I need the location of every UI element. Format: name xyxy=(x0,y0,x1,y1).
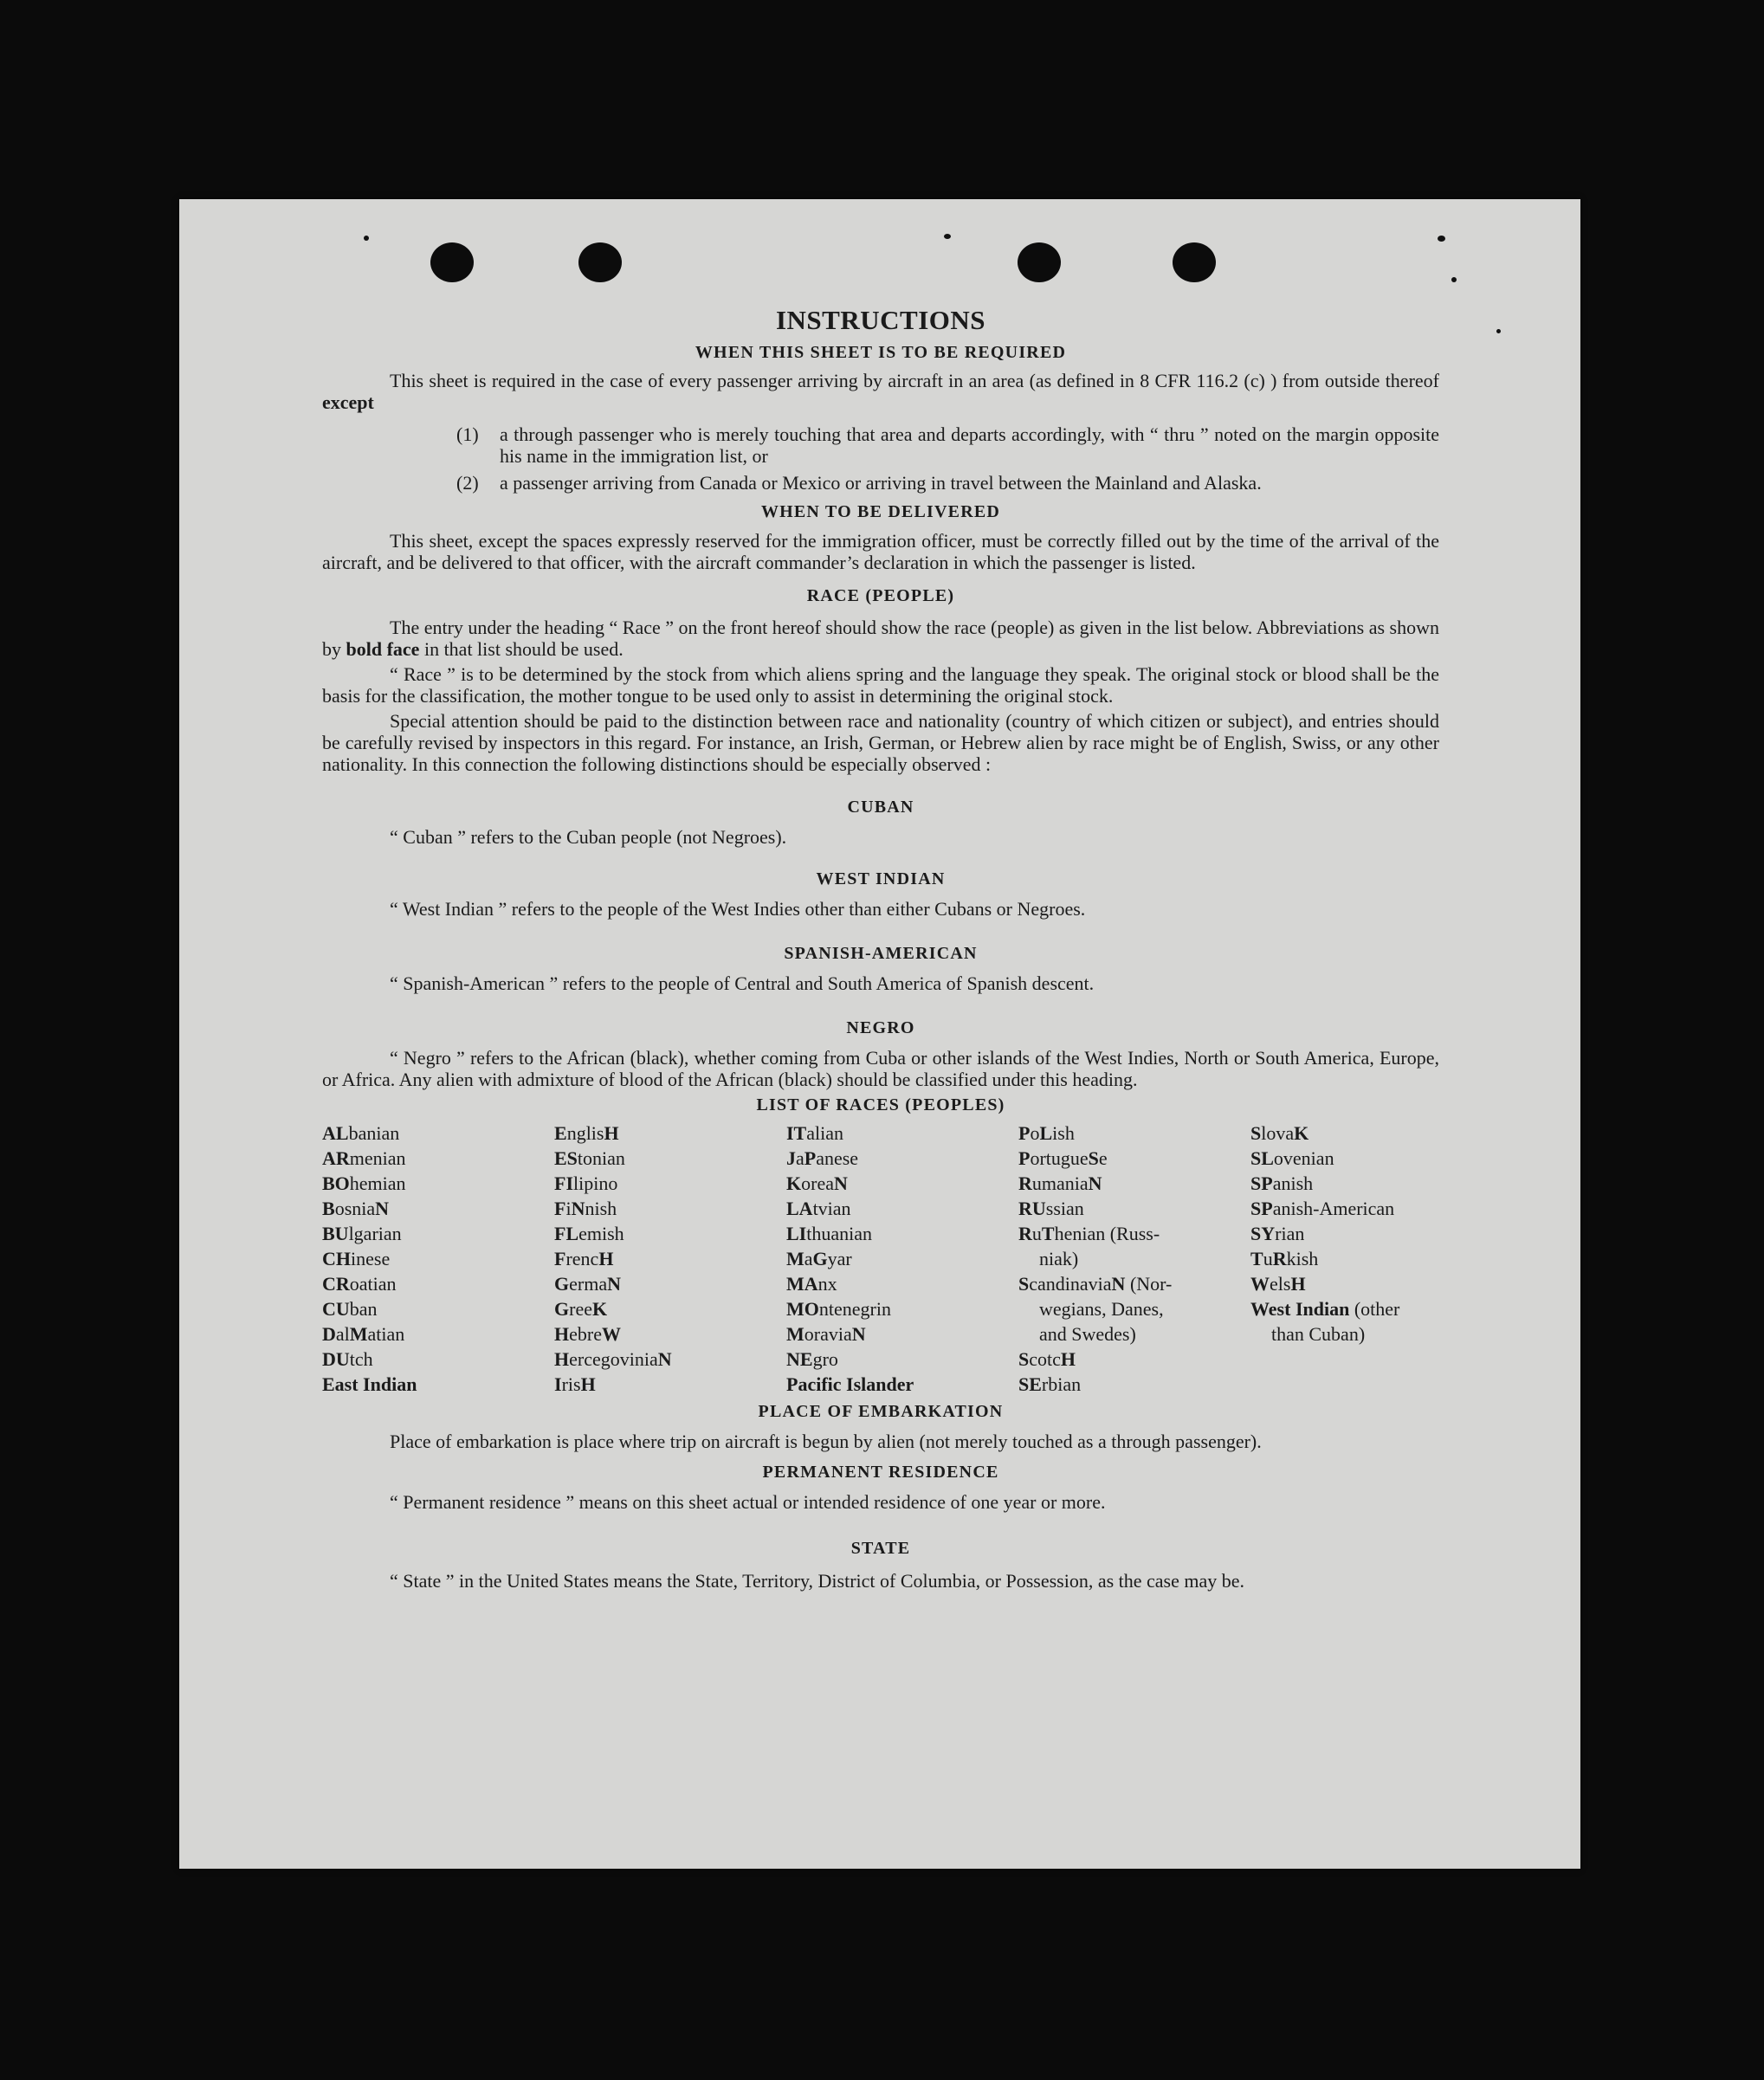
heading-spanish-american: SPANISH-AMERICAN xyxy=(784,944,978,963)
race-entry: KoreaN xyxy=(786,1172,848,1194)
race-entry: RuThenian (Russ- xyxy=(1018,1223,1160,1244)
heading-when-required: WHEN THIS SHEET IS TO BE REQUIRED xyxy=(695,343,1067,362)
race-entry: GermaN xyxy=(554,1273,621,1295)
race-entry: RUssian xyxy=(1018,1198,1084,1219)
races-column xyxy=(1018,1121,1250,1397)
race-entry: LAtvian xyxy=(786,1198,851,1219)
race-entry: SErbian xyxy=(1018,1373,1082,1395)
heading-when-delivered: WHEN TO BE DELIVERED xyxy=(760,502,1001,521)
paragraph-when-required: This sheet is required in the case of every passenger arriving by aircraft in an area (as defined in 8 CFR 116.2 (c) ) from outside thereof except xyxy=(322,370,1439,413)
race-entry: niak) xyxy=(1039,1248,1079,1269)
speck xyxy=(944,234,951,239)
race-entry: EnglisH xyxy=(554,1122,619,1144)
paragraph-west-indian: “ West Indian ” refers to the people of the West Indies other than either Cubans or Negroes. xyxy=(390,898,1086,920)
race-entry: IrisH xyxy=(554,1373,596,1395)
heading-embarkation: PLACE OF EMBARKATION xyxy=(758,1402,1004,1421)
race-entry: BosniaN xyxy=(322,1198,390,1219)
page-title: INSTRUCTIONS xyxy=(775,305,985,335)
list-item: (2) a passenger arriving from Canada or Mexico or arriving in travel between the Mainland and Alaska. xyxy=(456,472,1262,494)
speck xyxy=(1496,329,1501,333)
speck xyxy=(364,236,369,241)
heading-permanent-residence: PERMANENT RESIDENCE xyxy=(762,1463,999,1482)
punch-hole xyxy=(430,242,474,282)
instructions-page xyxy=(322,305,1439,1595)
race-entry: ITalian xyxy=(786,1122,844,1144)
speck xyxy=(1451,277,1457,282)
races-column xyxy=(554,1121,786,1397)
race-entry: wegians, Danes, xyxy=(1039,1298,1164,1320)
race-entry: LIthuanian xyxy=(786,1223,873,1244)
race-entry: JaPanese xyxy=(786,1147,859,1169)
race-entry: SLovenian xyxy=(1250,1147,1334,1169)
heading-state: STATE xyxy=(850,1539,911,1558)
paragraph-race-3: Special attention should be paid to the distinction between race and nationality (country of which citizen or subject), and entries should be carefully revised by inspectors in this regard. For instance, an Irish, German, or Hebrew alien by race might be of English, Swiss, or any other nationality. In this connection the following distinctions should be especially observed : xyxy=(322,710,1439,775)
punch-hole xyxy=(1173,242,1216,282)
paragraph-permanent-residence: “ Permanent residence ” means on this sheet actual or intended residence of one year or more. xyxy=(390,1491,1106,1513)
heading-race: RACE (PEOPLE) xyxy=(806,586,955,605)
paragraph-race-1: The entry under the heading “ Race ” on the front hereof should show the race (people) as given in the list below. Abbreviations as shown by bold face in that list should be used. xyxy=(322,617,1439,660)
race-entry: MaGyar xyxy=(786,1248,852,1269)
race-entry: and Swedes) xyxy=(1039,1323,1136,1345)
race-entry: HercegoviniaN xyxy=(554,1348,672,1370)
race-entry: FrencH xyxy=(554,1248,614,1269)
race-entry: EStonian xyxy=(554,1147,625,1169)
race-entry: PoLish xyxy=(1018,1122,1075,1144)
race-entry: SlovaK xyxy=(1250,1122,1309,1144)
race-entry: BUlgarian xyxy=(322,1223,402,1244)
race-entry: CRoatian xyxy=(322,1273,397,1295)
race-entry: CUban xyxy=(322,1298,378,1320)
race-entry: WelsH xyxy=(1250,1273,1306,1295)
race-entry: West Indian (other xyxy=(1250,1298,1400,1320)
race-entry: RumaniaN xyxy=(1018,1172,1102,1194)
race-entry: MoraviaN xyxy=(786,1323,866,1345)
race-entry: DUtch xyxy=(322,1348,373,1370)
race-entry: FIlipino xyxy=(554,1172,618,1194)
races-column xyxy=(1250,1121,1439,1397)
punch-hole xyxy=(578,242,622,282)
races-column xyxy=(322,1121,554,1397)
races-list xyxy=(322,1121,1439,1397)
speck xyxy=(1438,236,1445,242)
race-entry: Pacific Islander xyxy=(786,1373,914,1395)
race-entry: East Indian xyxy=(322,1373,417,1395)
race-entry: HebreW xyxy=(554,1323,621,1345)
races-column xyxy=(786,1121,1018,1397)
race-entry: ScandinaviaN (Nor- xyxy=(1018,1273,1173,1295)
race-entry: TuRkish xyxy=(1250,1248,1319,1269)
list-item: (1) a through passenger who is merely touching that area and departs accordingly, with “ thru ” noted on the margin opposite his name in the immigration list, or xyxy=(456,423,1439,467)
race-entry: BOhemian xyxy=(322,1172,406,1194)
heading-west-indian: WEST INDIAN xyxy=(816,869,946,888)
race-entry: SPanish xyxy=(1250,1172,1314,1194)
heading-cuban: CUBAN xyxy=(847,798,914,817)
race-entry: PortugueSe xyxy=(1018,1147,1108,1169)
race-entry: FLemish xyxy=(554,1223,624,1244)
paragraph-embarkation: Place of embarkation is place where trip on aircraft is begun by alien (not merely touched as a through passenger). xyxy=(390,1431,1262,1452)
paragraph-race-2: “ Race ” is to be determined by the stock from which aliens spring and the language they speak. The original stock or blood shall be the basis for the classification, the mother tongue to be used only to assist in determining the original stock. xyxy=(322,663,1439,707)
race-entry: CHinese xyxy=(322,1248,391,1269)
race-entry: ARmenian xyxy=(322,1147,406,1169)
paragraph-cuban: “ Cuban ” refers to the Cuban people (not Negroes). xyxy=(390,826,787,848)
race-entry: ScotcH xyxy=(1018,1348,1076,1370)
paragraph-spanish-american: “ Spanish-American ” refers to the people of Central and South America of Spanish descent. xyxy=(390,972,1095,994)
race-entry: ALbanian xyxy=(322,1122,400,1144)
paragraph-state: “ State ” in the United States means the State, Territory, District of Columbia, or Possession, as the case may be. xyxy=(390,1570,1245,1592)
race-entry: FiNnish xyxy=(554,1198,617,1219)
race-entry: MOntenegrin xyxy=(786,1298,891,1320)
race-entry: MAnx xyxy=(786,1273,837,1295)
race-entry: DalMatian xyxy=(322,1323,405,1345)
heading-negro: NEGRO xyxy=(846,1018,915,1037)
race-entry: GreeK xyxy=(554,1298,608,1320)
heading-list-of-races: LIST OF RACES (PEOPLES) xyxy=(756,1095,1005,1114)
race-entry: SYrian xyxy=(1250,1223,1305,1244)
paragraph-negro: “ Negro ” refers to the African (black), whether coming from Cuba or other islands of the West Indies, North or South America, Europe, or Africa. Any alien with admixture of blood of the African (black) should be classified under this heading. xyxy=(322,1047,1439,1090)
race-entry: SPanish-American xyxy=(1250,1198,1395,1219)
punch-hole xyxy=(1018,242,1061,282)
race-entry: NEgro xyxy=(786,1348,838,1370)
race-entry: than Cuban) xyxy=(1271,1323,1366,1345)
paragraph-when-delivered: This sheet, except the spaces expressly reserved for the immigration officer, must be correctly filled out by the time of the arrival of the aircraft, and be delivered to that officer, with the aircraft commander’s declaration in which the passenger is listed. xyxy=(322,530,1439,573)
